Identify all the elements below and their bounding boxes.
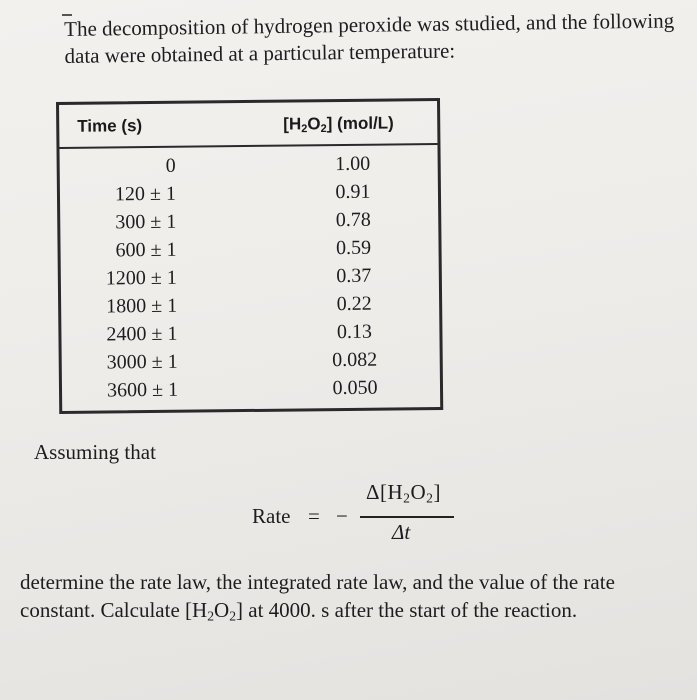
concentration-cell: 0.91 bbox=[335, 180, 371, 204]
concentration-cell: 0.13 bbox=[336, 320, 373, 344]
fraction-numerator: $\Delta[H_2O_2]$ bbox=[366, 480, 441, 506]
time-cell: 2400 ± 1 bbox=[106, 322, 178, 346]
assuming-label: Assuming that bbox=[34, 440, 156, 464]
intro-paragraph: The decomposition of hydrogen peroxide was studied, and the following data were obtained at a particular temperature: bbox=[64, 8, 675, 68]
concentration-column bbox=[318, 150, 391, 403]
concentration-cell: 0.22 bbox=[336, 292, 372, 316]
rate-formula bbox=[252, 478, 482, 548]
time-cell: 600 ± 1 bbox=[115, 238, 177, 262]
concentration-cell: 0.37 bbox=[336, 264, 372, 288]
time-cell: 3000 ± 1 bbox=[106, 350, 178, 374]
rate-label: Rate bbox=[252, 504, 291, 528]
concentration-cell: 1.00 bbox=[335, 152, 371, 176]
time-cell: 0 bbox=[165, 154, 176, 177]
time-cell: 1200 ± 1 bbox=[105, 266, 177, 290]
time-cell: 300 ± 1 bbox=[115, 210, 177, 234]
fraction-bar bbox=[360, 516, 454, 518]
concentration-cell: 0.050 bbox=[332, 376, 378, 400]
time-cell: 1800 ± 1 bbox=[106, 294, 178, 318]
minus-sign: − bbox=[336, 504, 348, 528]
concentration-cell: 0.082 bbox=[332, 348, 378, 372]
time-column-header: Time (s) bbox=[77, 116, 143, 136]
time-cell: 120 ± 1 bbox=[114, 182, 177, 206]
header-divider bbox=[59, 143, 437, 149]
time-column bbox=[60, 152, 179, 405]
time-cell: 3600 ± 1 bbox=[106, 378, 179, 402]
concentration-cell: 0.78 bbox=[335, 208, 371, 232]
question-paragraph: determine the rate law, the integrated rate law, and the value of the rate constant. Calculate $[H_2O_2]$ at 4000. s after the start of the reaction. bbox=[20, 570, 615, 624]
concentration-column-header: $[H_2O_2]$ (mol/L) bbox=[283, 113, 394, 136]
equals-sign: = bbox=[308, 504, 320, 528]
concentration-cell: 0.59 bbox=[335, 236, 372, 260]
data-table bbox=[56, 98, 443, 414]
fraction-denominator: Δt bbox=[392, 520, 411, 544]
